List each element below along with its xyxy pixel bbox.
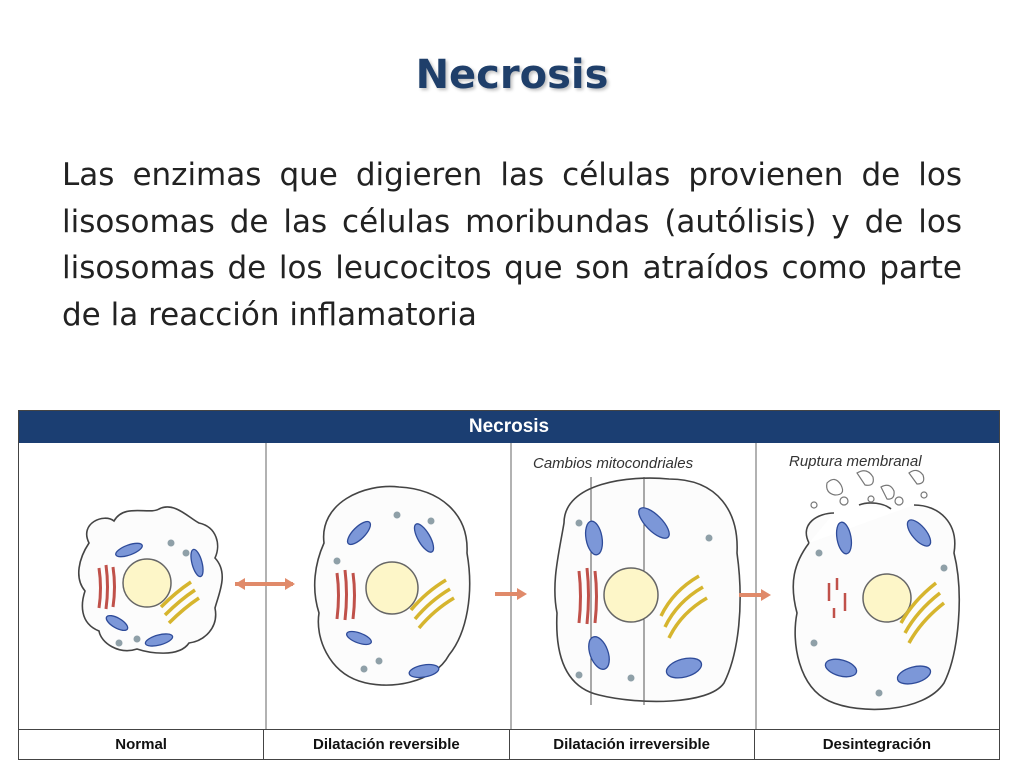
stage-labels (19, 729, 999, 760)
stage-label-disintegration: Desintegración (822, 736, 932, 753)
cell-reversible (315, 486, 470, 685)
nucleus (366, 562, 418, 614)
cell-irreversible (555, 477, 740, 705)
stage-label-normal: Normal (19, 730, 264, 760)
necrosis-figure (18, 410, 1000, 760)
caption-membrane-rupture: Ruptura membranal (789, 453, 922, 470)
stage-arrow (235, 578, 295, 590)
figure-header: Necrosis (19, 411, 999, 443)
cell-disintegration (793, 470, 959, 709)
nucleus (604, 568, 658, 622)
nucleus (863, 574, 911, 622)
stage-label-reversible: Dilatación reversible (264, 730, 509, 760)
cell-normal (79, 507, 222, 653)
caption-mitochondrial-changes: Cambios mitocondriales (533, 455, 694, 472)
description-paragraph: Las enzimas que digieren las células provienen de los lisosomas de las células moribundas (autólisis) y de los lisosomas de los leucocitos que son atraídos como parte de la reacción inflamatoria (62, 157, 962, 333)
page-title: Necrosis (415, 52, 609, 98)
cell-stages-illustration (19, 443, 999, 729)
nucleus (123, 559, 171, 607)
stage-arrow (739, 589, 771, 601)
stage-label-irreversible: Dilatación irreversible (510, 730, 755, 760)
